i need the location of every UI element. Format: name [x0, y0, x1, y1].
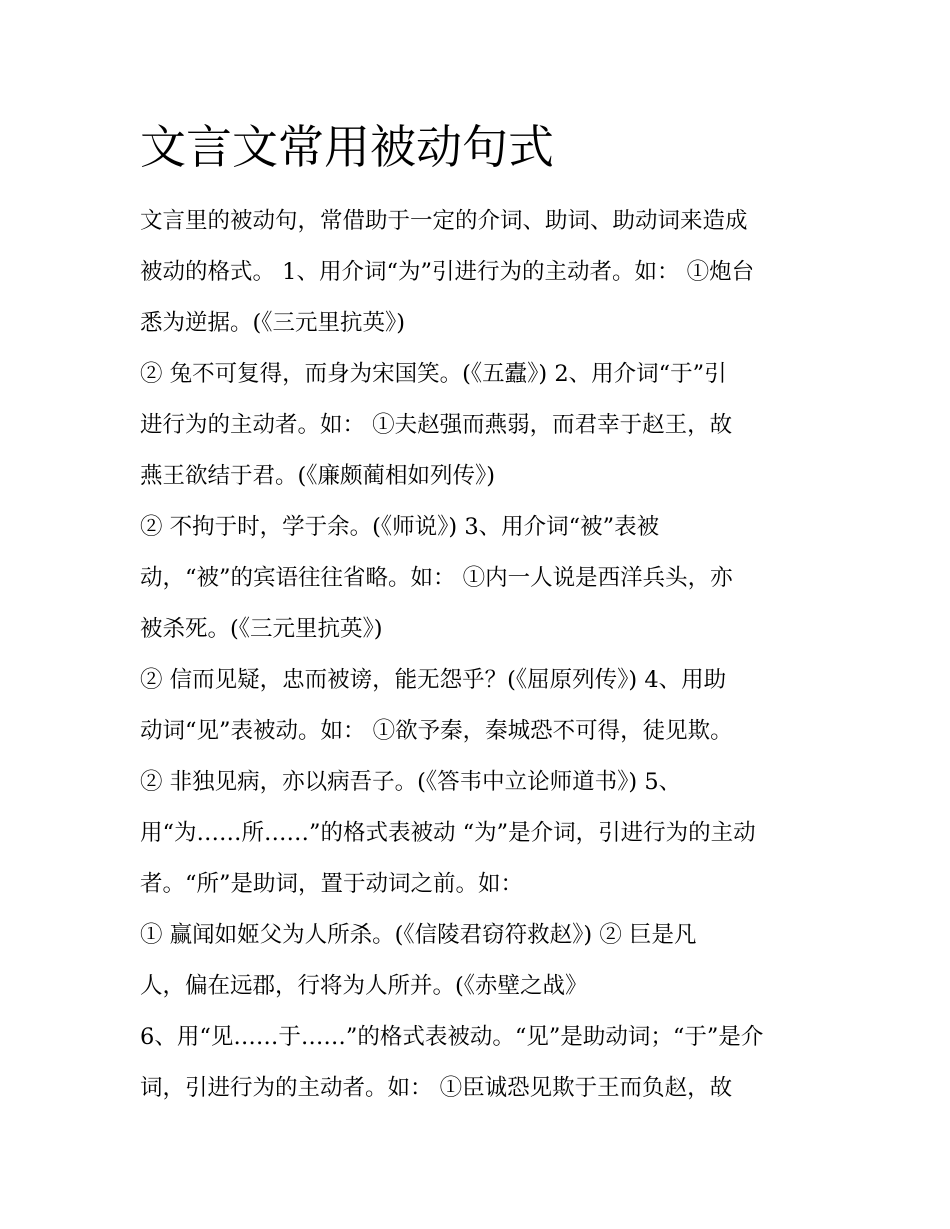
body-line-2: 被动的格式。 1、用介词“为”引进行为的主动者。如： ①炮台 [140, 259, 755, 285]
document-body [140, 196, 830, 1114]
body-line-1: 文言里的被动句，常借助于一定的介词、助词、助动词来造成 [140, 208, 748, 234]
body-line-10: ② 信而见疑，忠而被谤，能无怨乎？(《屈原列传》) 4、用助 [140, 667, 727, 693]
body-line-7: ② 不拘于时，学于余。(《师说》) 3、用介词“被”表被 [140, 514, 660, 540]
body-line-8: 动，“被”的宾语往往省略。如： ①内一人说是西洋兵头，亦 [140, 565, 733, 591]
body-line-16: 人，偏在远郡，行将为人所并。(《赤壁之战》 [140, 973, 588, 999]
body-line-12: ② 非独见病，亦以病吾子。(《答韦中立论师道书》) 5、 [140, 769, 682, 795]
body-line-6: 燕王欲结于君。(《廉颇蔺相如列传》) [140, 463, 496, 489]
body-line-18: 词，引进行为的主动者。如： ①臣诚恐见欺于王而负赵，故 [140, 1075, 733, 1101]
body-line-5: 进行为的主动者。如： ①夫赵强而燕弱，而君幸于赵王，故 [140, 412, 733, 438]
body-line-13: 用“为……所……”的格式表被动 “为”是介词，引进行为的主动 [140, 820, 756, 846]
body-line-3: 悉为逆据。(《三元里抗英》) [140, 310, 406, 336]
body-line-11: 动词“见”表被动。如： ①欲予秦，秦城恐不可得，徒见欺。 [140, 718, 733, 744]
body-line-4: ② 兔不可复得，而身为宋国笑。(《五蠹》) 2、用介词“于”引 [140, 361, 727, 387]
body-line-17: 6、用“见……于……”的格式表被动。“见”是助动词；“于”是介 [140, 1024, 764, 1050]
body-line-14: 者。“所”是助词，置于动词之前。如： [140, 871, 524, 897]
body-line-15: ① 赢闻如姬父为人所杀。(《信陵君窃符救赵》) ② 巨是凡 [140, 922, 697, 948]
body-line-9: 被杀死。(《三元里抗英》) [140, 616, 383, 642]
document-title: 文言文常用被动句式 [140, 120, 554, 174]
